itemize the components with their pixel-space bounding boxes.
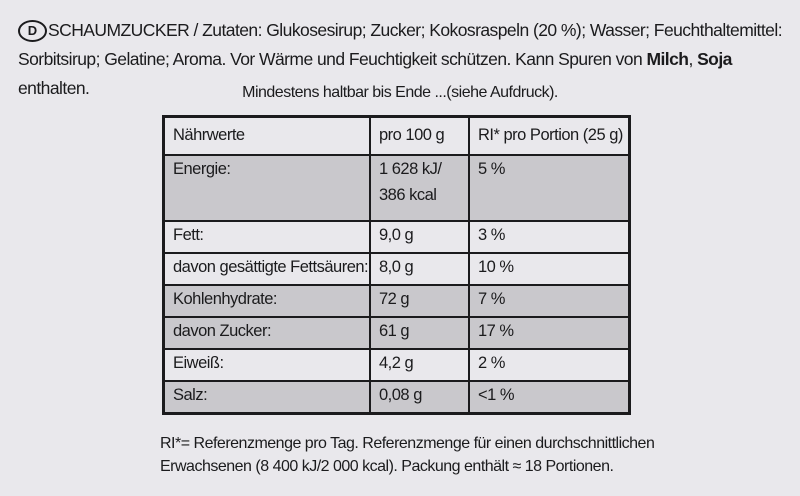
row-label: Salz: [164, 381, 371, 414]
energy-kj: 1 628 kJ/ [379, 160, 442, 178]
row-ri: <1 % [469, 381, 630, 414]
table-row [164, 349, 630, 381]
header-ri-per-portion: RI* pro Portion (25 g) [469, 117, 630, 156]
best-before-note: Mindestens haltbar bis Ende ...(siehe Aufdruck). [242, 84, 558, 101]
row-ri: 10 % [469, 253, 630, 285]
row-ri: 7 % [469, 285, 630, 317]
row-per100: 9,0 g [370, 221, 469, 253]
header-nutrients: Nährwerte [164, 117, 371, 156]
footnote-line-2: Erwachsenen (8 400 kJ/2 000 kcal). Packung enthält ≈ 18 Portionen. [160, 458, 614, 475]
row-per100: 0,08 g [370, 381, 469, 414]
row-label: Kohlenhydrate: [164, 285, 371, 317]
row-per100 [370, 155, 469, 221]
table-row [164, 317, 630, 349]
row-label: Energie: [164, 155, 371, 221]
row-ri: 2 % [469, 349, 630, 381]
table-row [164, 381, 630, 414]
row-per100: 61 g [370, 317, 469, 349]
table-row [164, 285, 630, 317]
allergen-separator: , [688, 49, 698, 69]
row-label: davon gesättigte Fettsäuren: [164, 253, 371, 285]
header-per-100g: pro 100 g [370, 117, 469, 156]
table-row [164, 155, 630, 221]
ingredients-ending: enthalten. [18, 78, 90, 98]
nutrition-table [162, 115, 631, 415]
ingredients-list: SCHAUMZUCKER / Zutaten: Glukosesirup; Zucker; Kokosraspeln (20 %); Wasser; Feuchthaltemittel: Sorbitsirup; Gelatine; Aroma. Vor Wärme und Feuchtigkeit schützen. Kann Spuren von [18, 20, 783, 69]
row-ri: 17 % [469, 317, 630, 349]
language-badge-icon: D [18, 20, 47, 42]
row-label: davon Zucker: [164, 317, 371, 349]
table-row [164, 253, 630, 285]
footnote-line-1: RI*= Referenzmenge pro Tag. Referenzmenge für einen durchschnittlichen [160, 435, 655, 452]
row-label: Fett: [164, 221, 371, 253]
allergen-milk: Milch [646, 49, 689, 69]
row-per100: 8,0 g [370, 253, 469, 285]
reference-footnote [160, 432, 780, 478]
row-ri: 5 % [469, 155, 630, 221]
table-header-row [164, 117, 630, 156]
row-label: Eiweiß: [164, 349, 371, 381]
table-row [164, 221, 630, 253]
row-ri: 3 % [469, 221, 630, 253]
row-per100: 4,2 g [370, 349, 469, 381]
allergen-soy: Soja [697, 49, 732, 69]
row-per100: 72 g [370, 285, 469, 317]
energy-kcal: 386 kcal [379, 186, 437, 204]
